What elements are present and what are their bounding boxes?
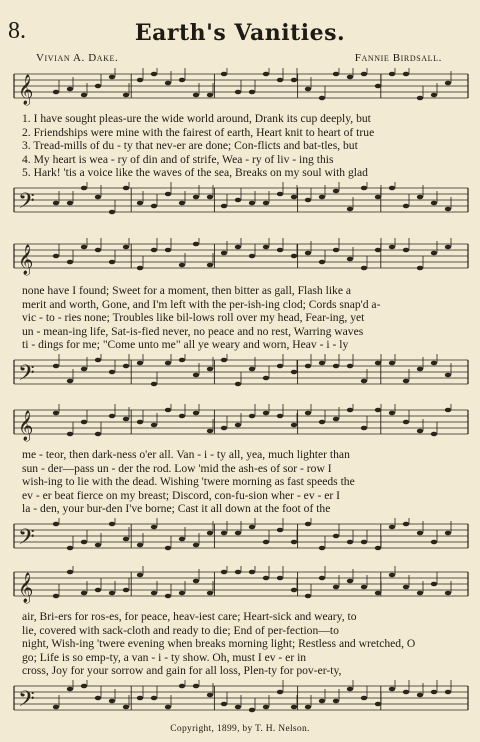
note-head: [375, 84, 381, 89]
note-head: [95, 432, 101, 437]
note-head: [319, 546, 325, 551]
note-head: [249, 525, 255, 530]
note-head: [81, 420, 87, 425]
note-head: [165, 81, 171, 86]
note-head: [137, 266, 143, 271]
note-head: [151, 248, 157, 253]
note-head: [137, 543, 143, 548]
treble-clef-icon: 𝄞: [18, 411, 34, 441]
bass-staff: [8, 354, 472, 392]
lyric-line: air, Bri-ers for ros-es, for peace, heav-iest care; Heart-sick and weary, to: [22, 610, 357, 623]
note-head: [179, 537, 185, 542]
note-head: [193, 411, 199, 416]
lyric-line: night, Wish-ing 'twere evening when breaks morning light; Restless and wretched, O: [22, 637, 416, 651]
note-head: [95, 696, 101, 701]
hymn-number: 8.: [8, 18, 26, 44]
note-head: [249, 367, 255, 372]
note-head: [95, 543, 101, 548]
note-head: [249, 570, 255, 575]
note-head: [235, 705, 241, 710]
note-head: [389, 186, 395, 191]
lyric-line: me - teor, then dark-ness o'er all. Van - i - ty all, yea, much lighter than: [22, 448, 350, 461]
note-head: [95, 84, 101, 89]
note-head: [249, 414, 255, 419]
note-head: [431, 251, 437, 256]
note-head: [445, 690, 451, 695]
note-head: [81, 540, 87, 545]
note-head: [221, 358, 227, 363]
note-head: [165, 408, 171, 413]
note-head: [207, 531, 213, 536]
note-head: [291, 540, 297, 545]
note-head: [221, 72, 227, 77]
note-head: [53, 522, 59, 527]
lyric-line: 5. Hark! 'tis a voice like the waves of the sea, Breaks on my soul with glad: [22, 166, 368, 180]
note-head: [235, 423, 241, 428]
note-head: [263, 245, 269, 250]
note-head: [319, 96, 325, 101]
note-head: [221, 531, 227, 536]
note-head: [53, 411, 59, 416]
note-head: [235, 90, 241, 95]
note-head: [417, 195, 423, 200]
note-head: [333, 364, 339, 369]
note-head: [403, 690, 409, 695]
staff-lines: [8, 182, 472, 220]
note-head: [375, 408, 381, 413]
note-head: [123, 588, 129, 593]
note-head: [123, 705, 129, 710]
note-head: [179, 684, 185, 689]
note-head: [389, 72, 395, 77]
note-head: [151, 204, 157, 209]
note-head: [445, 245, 451, 250]
bass-staff: [8, 518, 472, 556]
bass-clef-icon: 𝄢: [18, 525, 35, 555]
note-head: [361, 266, 367, 271]
note-head: [403, 420, 409, 425]
copyright-notice: Copyright, 1899, by T. H. Nelson.: [170, 724, 310, 734]
note-head: [305, 87, 311, 92]
note-head: [109, 75, 115, 80]
lyric-line: sun - der—pass un - der the rod. Low 'mid the ash-es of sor - row I: [22, 461, 332, 475]
note-head: [53, 364, 59, 369]
lyrics-block: [22, 448, 472, 516]
note-head: [333, 534, 339, 539]
note-head: [291, 78, 297, 83]
hymn-title: Earth's Vanities.: [134, 20, 346, 46]
note-head: [319, 260, 325, 265]
note-head: [249, 254, 255, 259]
note-head: [347, 408, 353, 413]
lyric-line: ti - dings for me; "Come unto me" all ye weary and worn, Heav - i - ly: [22, 338, 349, 352]
note-head: [123, 93, 129, 98]
note-head: [333, 699, 339, 704]
note-head: [445, 207, 451, 212]
note-head: [445, 591, 451, 596]
note-head: [333, 72, 339, 77]
treble-clef-icon: 𝄞: [18, 75, 34, 105]
staff-lines: [8, 566, 472, 604]
note-head: [109, 260, 115, 265]
note-head: [151, 525, 157, 530]
note-head: [361, 540, 367, 545]
note-head: [291, 254, 297, 259]
note-head: [95, 195, 101, 200]
note-head: [67, 546, 73, 551]
note-head: [165, 546, 171, 551]
note-head: [137, 573, 143, 578]
note-head: [277, 248, 283, 253]
note-head: [151, 72, 157, 77]
note-head: [221, 204, 227, 209]
note-head: [277, 528, 283, 533]
staff-lines: [8, 518, 472, 556]
note-head: [277, 78, 283, 83]
note-head: [277, 414, 283, 419]
treble-staff: [8, 238, 472, 276]
note-head: [347, 579, 353, 584]
note-head: [291, 195, 297, 200]
note-head: [263, 201, 269, 206]
note-head: [207, 591, 213, 596]
note-head: [361, 585, 367, 590]
lyric-line: go; Life is so emp-ty, a van - i - ty show. Oh, must I ev - er in: [22, 650, 307, 664]
note-head: [305, 364, 311, 369]
note-head: [389, 411, 395, 416]
note-head: [193, 242, 199, 247]
treble-staff: [8, 566, 472, 604]
note-head: [53, 90, 59, 95]
note-head: [361, 696, 367, 701]
note-head: [263, 72, 269, 77]
note-head: [319, 576, 325, 581]
note-head: [389, 687, 395, 692]
note-head: [319, 361, 325, 366]
note-head: [249, 201, 255, 206]
note-head: [431, 361, 437, 366]
note-head: [207, 195, 213, 200]
note-head: [347, 257, 353, 262]
note-head: [305, 411, 311, 416]
note-head: [403, 379, 409, 384]
bass-clef-icon: 𝄢: [18, 189, 35, 219]
note-head: [333, 417, 339, 422]
note-head: [235, 570, 241, 575]
note-head: [263, 576, 269, 581]
note-head: [221, 251, 227, 256]
note-head: [67, 87, 73, 92]
lyric-line: la - den, your bur-den I've borne; Cast it all down at the foot of the: [22, 502, 331, 516]
note-head: [375, 591, 381, 596]
note-head: [375, 546, 381, 551]
note-head: [235, 245, 241, 250]
note-head: [179, 263, 185, 268]
note-head: [277, 576, 283, 581]
note-head: [81, 684, 87, 689]
treble-clef-icon: 𝄞: [18, 245, 34, 275]
note-head: [305, 251, 311, 256]
note-head: [291, 423, 297, 428]
note-head: [123, 364, 129, 369]
note-head: [277, 192, 283, 197]
note-head: [179, 201, 185, 206]
note-head: [319, 195, 325, 200]
note-head: [151, 591, 157, 596]
note-head: [403, 72, 409, 77]
note-head: [417, 531, 423, 536]
note-head: [81, 186, 87, 191]
lyricist-credit: Vivian A. Dake.: [36, 52, 119, 64]
note-head: [263, 540, 269, 545]
note-head: [305, 198, 311, 203]
lyrics-block: [22, 284, 472, 352]
lyric-line: 3. Tread-mills of du - ty that nev-er are done; Con-flicts and bat-tles, but: [22, 139, 358, 153]
note-head: [361, 379, 367, 384]
note-head: [207, 693, 213, 698]
note-head: [67, 260, 73, 265]
note-head: [235, 382, 241, 387]
note-head: [277, 690, 283, 695]
note-head: [431, 201, 437, 206]
lyric-line: 1. I have sought pleas-ure the wide world around, Drank its cup deeply, but: [22, 112, 371, 125]
treble-staff: [8, 404, 472, 442]
note-head: [291, 705, 297, 710]
note-head: [221, 570, 227, 575]
note-head: [151, 382, 157, 387]
lyric-line: none have I found; Sweet for a moment, then bitter as gall, Flash like a: [22, 284, 352, 297]
note-head: [95, 358, 101, 363]
note-head: [193, 195, 199, 200]
lyric-line: vic - to - ries none; Troubles like bil-lows roll over my head, Fear-ing, yet: [22, 311, 365, 325]
lyrics-block: [22, 112, 472, 180]
note-head: [123, 417, 129, 422]
note-head: [179, 414, 185, 419]
note-head: [137, 78, 143, 83]
note-head: [67, 201, 73, 206]
note-head: [347, 687, 353, 692]
note-head: [249, 708, 255, 713]
treble-staff: [8, 68, 472, 106]
note-head: [417, 266, 423, 271]
note-head: [263, 705, 269, 710]
note-head: [347, 207, 353, 212]
note-head: [263, 411, 269, 416]
note-head: [95, 588, 101, 593]
lyric-line: un - mean-ing life, Sat-is-fied never, no peace and no rest, Warring waves: [22, 324, 364, 338]
note-head: [291, 370, 297, 375]
note-head: [375, 361, 381, 366]
note-head: [95, 248, 101, 253]
lyric-line: ev - er beat fierce on my breast; Discord, con-fu-sion wher - ev - er I: [22, 488, 341, 502]
note-head: [291, 588, 297, 593]
note-head: [165, 192, 171, 197]
note-head: [109, 370, 115, 375]
note-head: [109, 699, 115, 704]
note-head: [193, 93, 199, 98]
note-head: [249, 90, 255, 95]
note-head: [165, 361, 171, 366]
note-head: [403, 204, 409, 209]
note-head: [81, 93, 87, 98]
note-head: [235, 198, 241, 203]
note-head: [431, 582, 437, 587]
note-head: [417, 367, 423, 372]
staff-lines: [8, 68, 472, 106]
note-head: [375, 248, 381, 253]
lyric-line: lie, covered with sack-cloth and ready to die; End of per-fection—to: [22, 623, 339, 637]
note-head: [137, 201, 143, 206]
note-head: [123, 537, 129, 542]
lyric-line: merit and worth, Gone, and I'm left with the per-ish-ing clod; Cords snap'd a-: [22, 297, 381, 311]
note-head: [81, 591, 87, 596]
note-head: [193, 543, 199, 548]
note-head: [445, 373, 451, 378]
note-head: [417, 429, 423, 434]
note-head: [123, 186, 129, 191]
note-head: [193, 373, 199, 378]
note-head: [389, 525, 395, 530]
note-head: [431, 432, 437, 437]
note-head: [431, 690, 437, 695]
note-head: [151, 423, 157, 428]
note-head: [179, 591, 185, 596]
note-head: [53, 201, 59, 206]
note-head: [137, 361, 143, 366]
staff-lines: [8, 354, 472, 392]
note-head: [305, 522, 311, 527]
note-head: [165, 705, 171, 710]
bass-clef-icon: 𝄢: [18, 687, 35, 717]
note-head: [431, 93, 437, 98]
note-head: [165, 248, 171, 253]
note-head: [277, 364, 283, 369]
note-head: [221, 426, 227, 431]
note-head: [361, 186, 367, 191]
note-head: [445, 408, 451, 413]
note-head: [179, 358, 185, 363]
note-head: [347, 364, 353, 369]
note-head: [235, 531, 241, 536]
note-head: [403, 522, 409, 527]
note-head: [431, 540, 437, 545]
note-head: [207, 367, 213, 372]
note-head: [53, 705, 59, 710]
lyric-line: cross, Joy for your sorrow and gain for all loss, Plen-ty for pov-er-ty,: [22, 664, 342, 678]
note-head: [375, 195, 381, 200]
note-head: [263, 376, 269, 381]
note-head: [417, 693, 423, 698]
note-head: [53, 594, 59, 599]
note-head: [445, 531, 451, 536]
note-head: [151, 696, 157, 701]
note-head: [81, 245, 87, 250]
note-head: [67, 379, 73, 384]
bass-staff: [8, 182, 472, 220]
note-head: [67, 432, 73, 437]
note-head: [389, 245, 395, 250]
note-head: [319, 699, 325, 704]
note-head: [333, 189, 339, 194]
note-head: [417, 96, 423, 101]
note-head: [109, 210, 115, 215]
note-head: [361, 426, 367, 431]
note-head: [361, 72, 367, 77]
treble-clef-icon: 𝄞: [18, 573, 34, 603]
note-head: [165, 594, 171, 599]
note-head: [67, 570, 73, 575]
staff-lines: [8, 238, 472, 276]
note-head: [137, 696, 143, 701]
note-head: [347, 540, 353, 545]
note-head: [375, 702, 381, 707]
note-head: [207, 93, 213, 98]
note-head: [305, 705, 311, 710]
note-head: [179, 78, 185, 83]
note-head: [305, 594, 311, 599]
note-head: [389, 573, 395, 578]
note-head: [333, 585, 339, 590]
lyric-line: wish-ing to lie with the dead. Wishing 'twere morning as fast speeds the: [22, 475, 355, 489]
note-head: [347, 75, 353, 80]
note-head: [123, 245, 129, 250]
note-head: [445, 81, 451, 86]
note-head: [403, 248, 409, 253]
lyric-line: 4. My heart is wea - ry of din and of strife, Wea - ry of liv - ing this: [22, 152, 334, 166]
note-head: [389, 361, 395, 366]
staff-lines: [8, 680, 472, 718]
note-head: [403, 585, 409, 590]
lyrics-block: [22, 610, 472, 678]
note-head: [207, 263, 213, 268]
note-head: [207, 429, 213, 434]
note-head: [137, 420, 143, 425]
note-head: [221, 702, 227, 707]
note-head: [109, 522, 115, 527]
composer-credit: Fannie Birdsall.: [354, 52, 442, 64]
staff-lines: [8, 404, 472, 442]
note-head: [109, 414, 115, 419]
lyric-line: 2. Friendships were mine with the fairest of earth, Heart knit to heart of true: [22, 125, 375, 139]
note-head: [193, 579, 199, 584]
note-head: [81, 367, 87, 372]
note-head: [53, 254, 59, 259]
note-head: [333, 248, 339, 253]
bass-staff: [8, 680, 472, 718]
note-head: [193, 684, 199, 689]
note-head: [109, 591, 115, 596]
note-head: [319, 420, 325, 425]
note-head: [417, 591, 423, 596]
bass-clef-icon: 𝄢: [18, 361, 35, 391]
note-head: [67, 687, 73, 692]
